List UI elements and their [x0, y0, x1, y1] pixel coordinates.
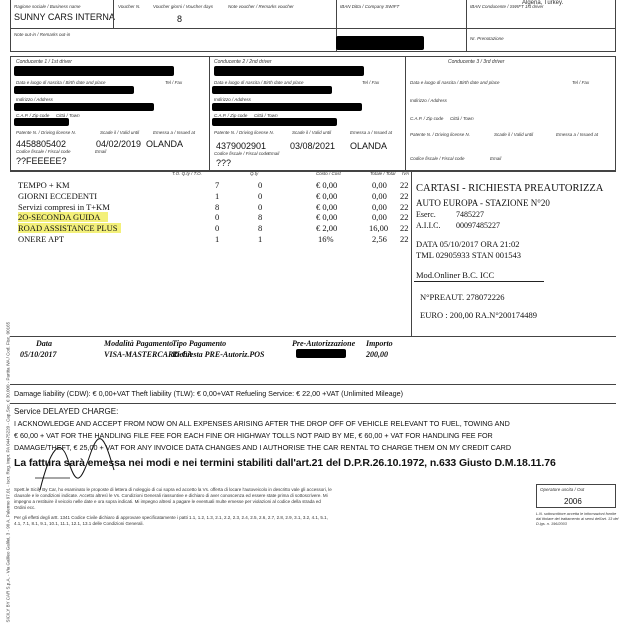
- footer-line-3: impegno a restituire il veicolo nelle date e ora sopra indicati. Mi impegno altresì a pagare le eventuali multe emesse per violazioni al codice della strada ed: [14, 499, 321, 504]
- row-cost: € 0,00: [316, 180, 338, 190]
- receipt-esercente-label: Eserc.: [416, 210, 436, 219]
- voucher-days: 8: [177, 14, 183, 24]
- row-iva: 22: [400, 234, 409, 244]
- driver-2-fiscal-label: Codice fiscale / Fiscal code: [214, 151, 269, 156]
- iban1-label: IBAN Conducente / SWIFT 1st driver: [470, 4, 544, 9]
- driver-2-name-redacted: [214, 66, 364, 76]
- driver-2-birth-redacted: [212, 86, 332, 94]
- payment-modalita-label: Modalità Pagamento: [104, 339, 174, 348]
- driver-2-addr-label: Indirizzo / Address: [214, 97, 251, 102]
- driver-2-valid-label: Scade il / Valid until: [292, 130, 332, 135]
- driver-3-issued-label: Emessa a / Issued at: [556, 132, 599, 137]
- row-desc: Servizi compresi in T+KM: [18, 202, 110, 212]
- col-cost-label: Costo / Cost: [316, 171, 341, 176]
- col-to-label: T.O. Q.ty / T.O.: [172, 171, 202, 176]
- driver-2-valid-until: 03/08/2021: [290, 141, 336, 151]
- receipt-euro-line: EURO : 200,00 RA.N°200174489: [420, 310, 537, 320]
- row-q: 0: [258, 191, 263, 201]
- col-iva-label: IVA: [402, 171, 410, 176]
- row-desc: GIORNI ECCEDENTI: [18, 191, 98, 201]
- receipt-esercente: 7485227: [456, 210, 484, 219]
- iban-label: IBAN Ditta / Company SWIFT: [340, 4, 400, 9]
- drivers-vline-2: [405, 56, 406, 171]
- driver-1-addr-redacted: [14, 103, 154, 111]
- receipt-tml-line: TML 02905933 STAN 001543: [416, 250, 522, 260]
- row-q: 0: [258, 180, 263, 190]
- receipt-aiic: 00097485227: [456, 221, 500, 230]
- row-q: 1: [258, 234, 263, 244]
- driver-2-issued-at: OLANDA: [350, 141, 388, 151]
- company-name: SUNNY CARS INTERNA: [14, 12, 115, 22]
- driver-1-cap-label: C.A.P. / Zip code: [16, 113, 50, 118]
- receipt-data-line: DATA 05/10/2017 ORA 21:02: [416, 239, 520, 249]
- receipt-preaut-line: N°PREAUT. 278072226: [420, 292, 505, 302]
- row-desc: ONERE APT: [18, 234, 65, 244]
- row-q: 8: [258, 223, 263, 233]
- driver-1-issued-label: Emessa a / Issued at: [153, 130, 196, 135]
- driver-1-fiscal-label: Codice fiscale / Fiscal code: [16, 149, 71, 154]
- header-vline-3: [466, 0, 467, 52]
- driver-1-city-label: Città / Town: [56, 113, 80, 118]
- payment-modalita-value: VISA-MASTERCARD-CA: [104, 350, 193, 359]
- row-cost: € 0,00: [316, 202, 338, 212]
- col-total-label: Totale / Total: [370, 171, 396, 176]
- fattura-line: La fattura sarà emessa nei modi e nei termini stabiliti dall'art.21 del D.P.R.26.10.1972, n.633 Giusto D.M.18.11.76: [14, 457, 556, 469]
- payment-top-line: [10, 336, 616, 337]
- driver-2-cap-redacted: [212, 118, 337, 126]
- driver-1-email-label: Email: [95, 149, 107, 154]
- row-to: 1: [215, 234, 220, 244]
- notes-label: Note out-in / Remarks out-in: [14, 32, 71, 37]
- service-line-1: I ACKNOWLEDGE AND ACCEPT FROM NOW ON ALL EXPENSES ARISING AFTER THE DROP OFF OF VEHICLE RELEVANT TO FUEL, TOWING AND: [14, 419, 510, 428]
- row-to: 0: [215, 212, 220, 222]
- damage-line: Damage liability (CDW): € 0,00+VAT Theft liability (TLW): € 0,00+VAT Refueling Service: € 22,00 +VAT (Unlimited Mileage): [14, 389, 404, 398]
- driver-3-addr-label: Indirizzo / Address: [410, 98, 447, 103]
- payment-data-value: 05/10/2017: [20, 350, 57, 359]
- receipt-aiic-label: A.I.I.C.: [416, 221, 441, 230]
- row-q: 8: [258, 212, 263, 222]
- row-to: 7: [215, 180, 220, 190]
- row-total: 0,00: [372, 180, 387, 190]
- driver-3-cap-label: C.A.P. / Zip code: [410, 116, 444, 121]
- driver-3-license-label: Patente N. / Driving license N.: [410, 132, 471, 137]
- driver-2-addr-redacted: [212, 103, 362, 111]
- driver-1-cap-redacted: [14, 118, 69, 126]
- driver-1-birth-redacted: [14, 86, 134, 94]
- driver-1-name-redacted: [14, 66, 174, 76]
- driver-3-birth-label: Data e luogo di nascita / Birth date and place: [410, 80, 500, 85]
- voucher-days-label: Voucher giorni / Voucher days: [153, 4, 213, 9]
- payment-importo-label: Importo: [366, 339, 393, 348]
- header-vline-1: [113, 0, 114, 28]
- driver-1-license-no: 4458805402: [16, 139, 67, 149]
- row-cost: € 0,00: [316, 191, 338, 201]
- footer-line-5: Per gli effetti degli artt. 1341 Codice Civile dichiaro di approvare specificatamente i patti 1.1, 1.2, 1.3, 2.1, 2.2, 2.3, 2.4, 2.5, 2.6, 2.7, 2.8, 2.9, 3.1, 3.2, 4.1, 5.1,: [14, 515, 328, 520]
- charges-vline: [411, 171, 412, 336]
- driver-2-license-label: Patente N. / Driving license N.: [214, 130, 275, 135]
- driver-1-addr-label: Indirizzo / Address: [16, 97, 53, 102]
- row-cost: € 0,00: [316, 212, 338, 222]
- operatore-label: Operatore uscita / Out: [540, 487, 585, 492]
- driver-1-issued-at: OLANDA: [146, 139, 184, 149]
- payment-preaut-label: Pre-Autorizzazione: [292, 339, 356, 348]
- row-cost: 16%: [318, 234, 334, 244]
- row-total: 0,00: [372, 191, 387, 201]
- receipt-signature-line: [414, 281, 544, 282]
- top-right-text: Algeria, Turkey.: [522, 0, 564, 6]
- terms-mid-line: [10, 403, 616, 404]
- driver-3-city-label: Città / Town: [450, 116, 474, 121]
- footer-line-4: Ordini ecc.: [14, 505, 36, 510]
- service-line-2: € 60,00 + VAT FOR THE HANDLING FILE FEE FOR EACH FINE OR HIGHWAY TOLLS NOT PAID BY ME, € 60,00 + VAT FOR HANDLING FEE FOR: [14, 431, 493, 440]
- payment-preaut-redacted: [296, 349, 346, 358]
- driver-1-title: Conducente 1 / 1st driver: [16, 59, 72, 65]
- driver-1-birth-label: Data e luogo di nascita / Birth date and place: [16, 80, 106, 85]
- company-label: Ragione sociale / Business name: [14, 4, 81, 9]
- col-q-label: Q.ty: [250, 171, 259, 176]
- service-title: Service DELAYED CHARGE:: [14, 407, 119, 416]
- driver-2-city-label: Città / Town: [254, 113, 278, 118]
- driver-1-license-label: Patente N. / Driving license N.: [16, 130, 77, 135]
- row-to: 8: [215, 202, 220, 212]
- driver-2-email-label: Email: [268, 151, 280, 156]
- driver-2-fiscal-code: ???: [216, 158, 232, 168]
- driver-3-fiscal-label: Codice fiscale / Fiscal code: [410, 156, 465, 161]
- footer-line-1: Spett.le Sicily By Car, ho esaminato le proposte di lettera di noleggio di cui sopra ed accetto la Vs. offerta di locare l'autoveicolo in descritto vale gli accessori, le: [14, 487, 332, 492]
- footer-line-6: 4.1, 7.1, 8.1, 9.1, 10.1, 11.1, 12.1, 13.1 delle Condizioni Generali.: [14, 521, 144, 526]
- voucher-no-label: Voucher N.: [118, 4, 141, 9]
- driver-2-tel-label: Tel / Fax: [362, 80, 380, 85]
- payment-importo-value: 200,00: [366, 350, 388, 359]
- header-divider: [10, 28, 616, 29]
- row-iva: 22: [400, 212, 409, 222]
- row-total: 0,00: [372, 212, 387, 222]
- terms-top-line: [10, 384, 616, 385]
- row-total: 2,56: [372, 234, 387, 244]
- row-cost: € 2,00: [316, 223, 338, 233]
- row-iva: 22: [400, 223, 409, 233]
- service-line-3: DAMAGE/THEFT, € 25,00 + VAT FOR ANY INVOICE DATA CHANGES AND I AUTHORISE THE CAR RENTAL TO CHARGE THEM ON MY CREDIT CARD: [14, 443, 512, 452]
- receipt-mod-line: Mod.Onliner B.C. ICC: [416, 270, 495, 280]
- operatore-value: 2006: [564, 497, 582, 506]
- privacy-text: L.N. sottoscrittore accetta le informazioni fornite dal titolare del trattamento ai sensi dell'art. 13 del D.lgs. n. 196/2003: [536, 512, 619, 526]
- driver-3-email-label: Email: [490, 156, 502, 161]
- voucher-notes-label: Note voucher / Remarks voucher: [228, 4, 294, 9]
- driver-1-fiscal-code: ??FEEEEE?: [16, 156, 67, 166]
- row-q: 0: [258, 202, 263, 212]
- payment-tipo-label: Tipo Pagamento: [172, 339, 227, 348]
- row-total: 16,00: [369, 223, 389, 233]
- row-total: 0,00: [372, 202, 387, 212]
- payment-tipo-value: Richiesta PRE-Autoriz.POS: [172, 350, 265, 359]
- driver-2-title: Conducente 2 / 2nd driver: [214, 59, 272, 65]
- driver-2-cap-label: C.A.P. / Zip code: [214, 113, 248, 118]
- drivers-vline-1: [209, 56, 210, 171]
- driver-1-valid-label: Scade il / Valid until: [100, 130, 140, 135]
- row-desc: 2O-SECONDA GUIDA: [18, 212, 108, 222]
- row-to: 0: [215, 223, 220, 233]
- driver-2-license-no: 4379002901: [216, 141, 267, 151]
- redacted-company-swift: [336, 36, 424, 50]
- row-iva: 22: [400, 191, 409, 201]
- prenotazione-label: Nr. Prenotazione: [470, 36, 504, 41]
- driver-1-tel-label: Tel / Fax: [165, 80, 183, 85]
- side-strip: [0, 120, 11, 623]
- row-to: 1: [215, 191, 220, 201]
- row-iva: 22: [400, 180, 409, 190]
- row-iva: 22: [400, 202, 409, 212]
- receipt-line1: AUTO EUROPA - STAZIONE N°20: [416, 198, 550, 208]
- driver-2-birth-label: Data e luogo di nascita / Birth date and place: [214, 80, 304, 85]
- driver-3-title: Conducente 3 / 3rd driver: [448, 59, 505, 65]
- row-desc: ROAD ASSISTANCE PLUS: [18, 223, 121, 233]
- driver-3-tel-label: Tel / Fax: [572, 80, 590, 85]
- driver-3-valid-label: Scade il / Valid until: [494, 132, 534, 137]
- driver-1-valid-until: 04/02/2019: [96, 139, 142, 149]
- footer-line-2: clausole e le condizioni indicate. Accetto altresì le Vs. Condizioni Generali riassuntive e dichiaro di aver conoscenza ed essere state prima di sottoscrivere. Mi: [14, 493, 328, 498]
- charges-top-line: [10, 171, 616, 172]
- row-desc: TEMPO + KM: [18, 180, 70, 190]
- receipt-title: CARTASI - RICHIESTA PREAUTORIZZA: [416, 183, 604, 194]
- payment-data-label: Data: [36, 339, 52, 348]
- driver-2-issued-label: Emessa a / Issued at: [350, 130, 393, 135]
- side-legal-text: SICILY BY CAR S.p.A. - Via Galileo Galilei, 3 - 90 A. Palermo 97.01 - Iscr. Reg. Impr. PA 04475220 - Cap.Soc. € 30.000 - Partita IVA / Cod. Fisc. 00165: [5, 321, 11, 623]
